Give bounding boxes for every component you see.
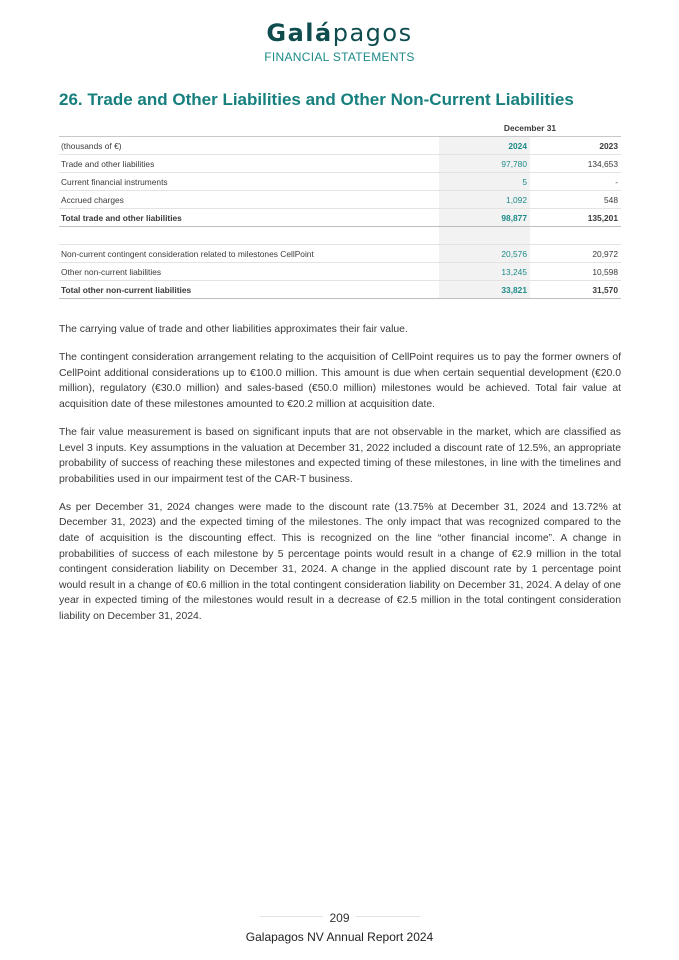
value-2024: 1,092 [439, 191, 530, 209]
page-header [0, 18, 679, 64]
row-label: Total other non-current liabilities [59, 281, 439, 299]
logo-bold-text: Galá [266, 19, 333, 47]
paragraph: The fair value measurement is based on significant inputs that are not observable in the market, which are classified as Level 3 inputs. Key assumptions in the valuation at December 31, 2022 included a discount rate of 12.5%, an appropriate probability of success of reaching these milestones and expected timing of these milestones, in line with the timelines and probabilities used in our impairment test of the CAR-T business. [59, 426, 621, 485]
page-number: 209 [323, 911, 355, 925]
body-text [59, 322, 621, 637]
column-header-2024: 2024 [439, 137, 530, 155]
row-label: Trade and other liabilities [59, 155, 439, 173]
value-2024: 98,877 [439, 209, 530, 227]
value-2024: 33,821 [439, 281, 530, 299]
spacer-cell [439, 227, 530, 245]
page-title: 26. Trade and Other Liabilities and Other Non-Current Liabilities [59, 90, 574, 109]
table-row [59, 191, 621, 209]
paragraph: The carrying value of trade and other liabilities approximates their fair value. [59, 324, 408, 335]
value-2023: 31,570 [530, 281, 621, 299]
period-header: December 31 [439, 119, 621, 137]
liabilities-table [59, 119, 621, 299]
table-spacer-row [59, 227, 621, 245]
value-2023: 20,972 [530, 245, 621, 263]
column-header-2023: 2023 [530, 137, 621, 155]
row-label: Non-current contingent consideration related to milestones CellPoint [59, 245, 439, 263]
value-2023: - [530, 173, 621, 191]
value-2024: 20,576 [439, 245, 530, 263]
value-2024: 97,780 [439, 155, 530, 173]
row-label: Other non-current liabilities [59, 263, 439, 281]
table-row [59, 155, 621, 173]
table-row [59, 173, 621, 191]
row-label: Accrued charges [59, 191, 439, 209]
unit-label: (thousands of €) [59, 137, 439, 155]
value-2024: 5 [439, 173, 530, 191]
report-title: Galapagos NV Annual Report 2024 [245, 930, 434, 944]
table-corner-cell [59, 119, 439, 137]
value-2024: 13,245 [439, 263, 530, 281]
table-column-header-row [59, 137, 621, 155]
table-total-row [59, 209, 621, 227]
company-logo [0, 18, 679, 48]
value-2023: 10,598 [530, 263, 621, 281]
spacer-cell [59, 227, 439, 245]
paragraph: As per December 31, 2024 changes were made to the discount rate (13.75% at December 31, 2024 and 13.72% at December 31, 2023) and the expected timing of the milestones. The only impact that was recognized compared to the date of acquisition is the discounting effect. This is recognized on the line “other financial income”. A change in probabilities of success of each milestone by 5 percentage points would result in a change of €2.9 million in the total contingent consideration liability on December 31, 2024. A change in the applied discount rate by 1 percentage point would result in a change of €0.6 million in the total contingent consideration liability on December 31, 2024. A delay of one year in expected timing of the milestones would result in a decrease of €2.5 million in the total contingent consideration liability on December 31, 2024. [59, 501, 621, 622]
row-label: Total trade and other liabilities [59, 209, 439, 227]
table-row [59, 245, 621, 263]
logo-light-text: pagos [332, 19, 413, 47]
page-footer [0, 908, 679, 944]
table-total-row [59, 281, 621, 299]
table-row [59, 263, 621, 281]
row-label: Current financial instruments [59, 173, 439, 191]
value-2023: 134,653 [530, 155, 621, 173]
table-period-header-row [59, 119, 621, 137]
value-2023: 548 [530, 191, 621, 209]
section-label: FINANCIAL STATEMENTS [264, 50, 415, 64]
spacer-cell [530, 227, 621, 245]
value-2023: 135,201 [530, 209, 621, 227]
paragraph: The contingent consideration arrangement relating to the acquisition of CellPoint requires us to pay the former owners of CellPoint additional considerations up to €100.0 million. This amount is due when certain sequential development (€20.0 million), regulatory (€30.0 million) and sales-based (€50.0 million) milestones would be achieved. Total fair value at acquisition date of these milestones amounted to €20.2 million at acquisition date. [59, 352, 621, 410]
